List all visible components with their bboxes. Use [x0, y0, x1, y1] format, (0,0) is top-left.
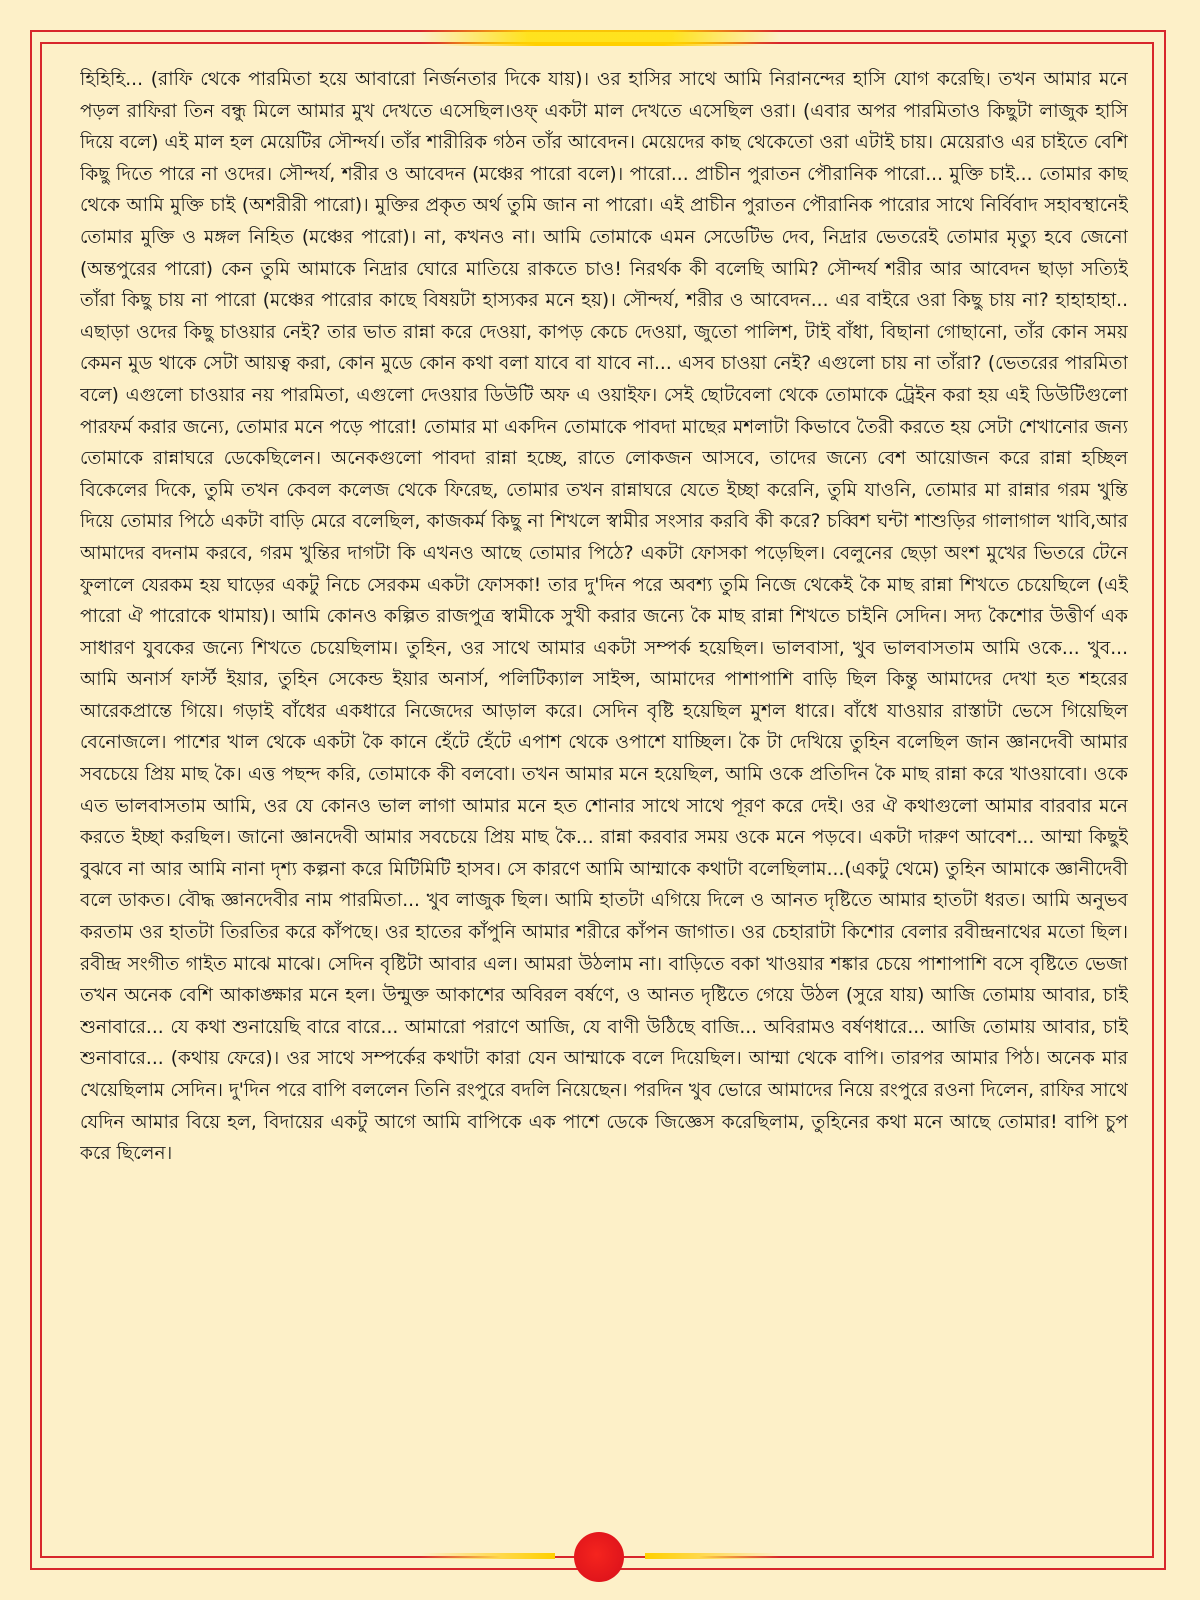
- bottom-ornament-line-left: [420, 1553, 555, 1559]
- story-paragraph: হিহিহি... (রাফি থেকে পারমিতা হয়ে আবারো নির্জনতার দিকে যায়)। ওর হাসির সাথে আমি নিরানন্দের হাসি যোগ করেছি। তখন আমার মনে পড়ল রাফিরা তিন বন্ধু মিলে আমার মুখ দেখতে এসেছিল।ওফ্ একটা মাল দেখতে এসেছিল ওরা। (এবার অপর পারমিতাও কিছুটা লাজুক হাসি দিয়ে বলে) এই মাল হল মেয়েটির সৌন্দর্য। তাঁর শারীরিক গঠন তাঁর আবেদন। মেয়েদের কাছ থেকেতো ওরা এটাই চায়। মেয়েরাও এর চাইতে বেশি কিছু দিতে পারে না ওদের। সৌন্দর্য, শরীর ও আবেদন (মঞ্চের পারো বলে)। পারো... প্রাচীন পুরাতন পৌরানিক পারো... মুক্তি চাই... তোমার কাছ থেকে আমি মুক্তি চাই (অশরীরী পারো)। মুক্তির প্রকৃত অর্থ তুমি জান না পারো। এই প্রাচীন পুরাতন পৌরানিক পারোর সাথে নির্বিবাদ সহাবস্থানেই তোমার মুক্তি ও মঙ্গল নিহিত (মঞ্চের পারো)। না, কখনও না। আমি তোমাকে এমন সেডেটিভ দেব, নিদ্রার ভেতরেই তোমার মৃত্যু হবে জেনো (অন্তপুরের পারো) কেন তুমি আমাকে নিদ্রার ঘোরে মাতিয়ে রাকতে চাও! নিরর্থক কী বলেছি আমি? সৌন্দর্য শরীর আর আবেদন ছাড়া সত্যিই তাঁরা কিছু চায় না পারো (মঞ্চের পারোর কাছে বিষয়টা হাস্যকর মনে হয়)। সৌন্দর্য, শরীর ও আবেদন... এর বাইরে ওরা কিছু চায় না? হাহাহাহা.. এছাড়া ওদের কিছু চাওয়ার নেই? তার ভাত রান্না করে দেওয়া, কাপড় কেচে দেওয়া, জুতো পালিশ, টাই বাঁধা, বিছানা গোছানো, তাঁর কোন সময় কেমন মুড থাকে সেটা আয়ত্ব করা, কোন মুডে কোন কথা বলা যাবে বা যাবে না... এসব চাওয়া নেই? এগুলো চায় না তাঁরা? (ভেতরের পারমিতা বলে) এগুলো চাওয়ার নয় পারমিতা, এগুলো দেওয়ার ডিউটি অফ এ ওয়াইফ। সেই ছোটবেলা থেকে তোমাকে ট্রেইন করা হয় এই ডিউটিগুলো পারফর্ম করার জন্যে, তোমার মনে পড়ে পারো! তোমার মা একদিন তোমাকে পাবদা মাছের মশলাটা কিভাবে তৈরী করতে হয় সেটা শেখানোর জন্য তোমাকে রান্নাঘরে ডেকেছিলেন। অনেকগুলো পাবদা রান্না হচ্ছে, রাতে লোকজন আসবে, তাদের জন্যে বেশ আয়োজন করে রান্না হচ্ছিল বিকেলের দিকে, তুমি তখন কেবল কলেজ থেকে ফিরেছ, তোমার তখন রান্নাঘরে যেতে ইচ্ছা করেনি, তুমি যাওনি, তোমার মা রান্নার গরম খুন্তি দিয়ে তোমার পিঠে একটা বাড়ি মেরে বলেছিল, কাজকর্ম কিছু না শিখলে স্বামীর সংসার করবি কী করে? চব্বিশ ঘন্টা শাশুড়ির গালাগাল খাবি,আর আমাদের বদনাম করবে, গরম খুন্তির দাগটা কি এখনও আছে তোমার পিঠে? একটা ফোসকা পড়েছিল। বেলুনের ছেড়া অংশ মুখের ভিতরে টেনে ফুলালে যেরকম হয় ঘাড়ের একটু নিচে সেরকম একটা ফোসকা! তার দু'দিন পরে অবশ্য তুমি নিজে থেকেই কৈ মাছ রান্না শিখতে চেয়েছিলে (এই পারো ঐ পারোকে থামায়)। আমি কোনও কল্পিত রাজপুত্র স্বামীকে সুখী করার জন্যে কৈ মাছ রান্না শিখতে চাইনি সেদিন। সদ্য কৈশোর উত্তীর্ণ এক সাধারণ যুবকের জন্যে শিখতে চেয়েছিলাম। তুহিন, ওর সাথে আমার একটা সম্পর্ক হয়েছিল। ভালবাসা, খুব ভালবাসতাম আমি ওকে... খুব... আমি অনার্স ফার্স্ট ইয়ার, তুহিন সেকেন্ড ইয়ার অনার্স, পলিটিক্যাল সাইন্স, আমাদের পাশাপাশি বাড়ি ছিল কিন্তু আমাদের দেখা হত শহরের আরেকপ্রান্তে গিয়ে। গড়াই বাঁধের একধারে নিজেদের আড়াল করে। সেদিন বৃষ্টি হয়েছিল মুশল ধারে। বাঁধে যাওয়ার রাস্তাটা ভেসে গিয়েছিল বেনোজলে। পাশের খাল থেকে একটা কৈ কানে হেঁটে হেঁটে এপাশ থেকে ওপাশে যাচ্ছিল। কৈ টা দেখিয়ে তুহিন বলেছিল জান জ্ঞানদেবী আমার সবচেয়ে প্রিয় মাছ কৈ। এত্ত পছন্দ করি, তোমাকে কী বলবো। তখন আমার মনে হয়েছিল, আমি ওকে প্রতিদিন কৈ মাছ রান্না করে খাওয়াবো। ওকে এত ভালবাসতাম আমি, ওর যে কোনও ভাল লাগা আমার মনে হত শোনার সাথে সাথে পূরণ করে দেই। ওর ঐ কথাগুলো আমার বারবার মনে করতে ইচ্ছা করছিল। জানো জ্ঞানদেবী আমার সবচেয়ে প্রিয় মাছ কৈ... রান্না করবার সময় ওকে মনে পড়বে। একটা দারুণ আবেশ... আম্মা কিছুই বুঝবে না আর আমি নানা দৃশ্য কল্পনা করে মিটিমিটি হাসব। সে কারণে আমি আম্মাকে কথাটা বলেছিলাম...(একটু থেমে) তুহিন আমাকে জ্ঞানীদেবী বলে ডাকত। বৌদ্ধ জ্ঞানদেবীর নাম পারমিতা... খুব লাজুক ছিল। আমি হাতটা এগিয়ে দিলে ও আনত দৃষ্টিতে আমার হাতটা ধরত। আমি অনুভব করতাম ওর হাতটা তিরতির করে কাঁপছে। ওর হাতের কাঁপুনি আমার শরীরে কাঁপন জাগাত। ওর চেহারাটা কিশোর বেলার রবীন্দ্রনাথের মতো ছিল। রবীন্দ্র সংগীত গাইত মাঝে মাঝে। সেদিন বৃষ্টিটা আবার এল। আমরা উঠলাম না। বাড়িতে বকা খাওয়ার শঙ্কার চেয়ে পাশাপাশি বসে বৃষ্টিতে ভেজা তখন অনেক বেশি আকাঙ্ক্ষার মনে হল। উন্মুক্ত আকাশের অবিরল বর্ষণে, ও আনত দৃষ্টিতে গেয়ে উঠল (সুরে যায়) আজি তোমায় আবার, চাই শুনাবারে... যে কথা শুনায়েছি বারে বারে... আমারো পরাণে আজি, যে বাণী উঠিছে বাজি... অবিরামও বর্ষণধারে... আজি তোমায় আবার, চাই শুনাবারে... (কথায় ফেরে)। ওর সাথে সম্পর্কের কথাটা কারা যেন আম্মাকে বলে দিয়েছিল। আম্মা থেকে বাপি। তারপর আমার পিঠ। অনেক মার খেয়েছিলাম সেদিন। দু'দিন পরে বাপি বললেন তিনি রংপুরে বদলি নিয়েছেন। পরদিন খুব ভোরে আমাদের নিয়ে রংপুরে রওনা দিলেন, রাফির সাথে যেদিন আমার বিয়ে হল, বিদায়ের একটু আগে আমি বাপিকে এক পাশে ডেকে জিজ্ঞেস করেছিলাম, তুহিনের কথা মনে আছে তোমার! বাপি চুপ করে ছিলেন।: [80, 69, 1128, 1165]
- red-dot-ornament-icon: [574, 1532, 624, 1582]
- story-text-block: [80, 64, 1128, 1514]
- top-glow-accent-inner: [440, 42, 760, 46]
- bottom-ornament-line-right: [645, 1553, 780, 1559]
